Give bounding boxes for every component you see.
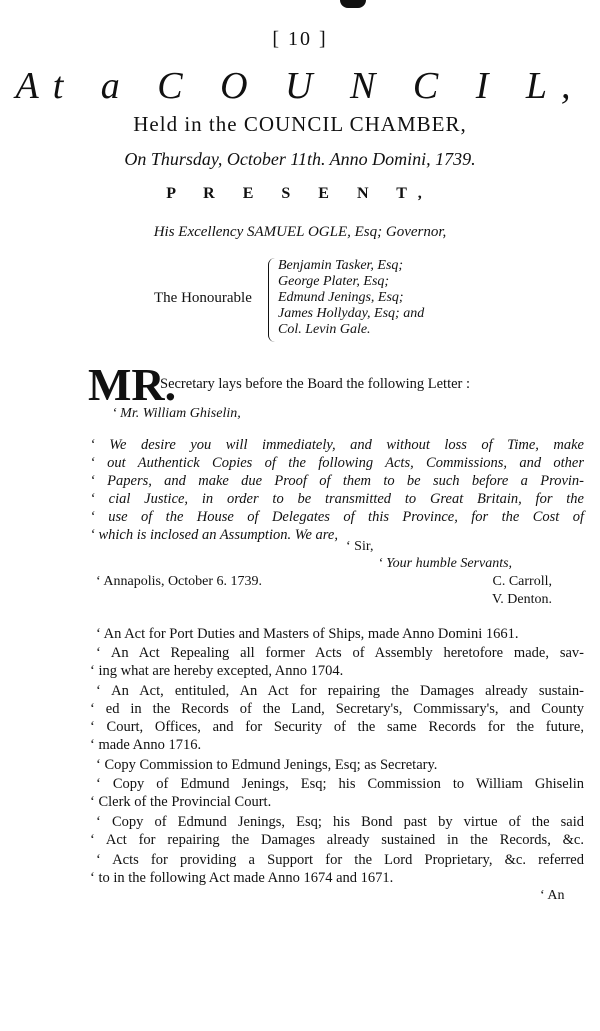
letter-line: ‘ out Authentick Copies of the following Acts, Commissions, and other bbox=[90, 455, 584, 471]
drop-cap: MR. bbox=[88, 359, 177, 410]
item-line: ‘ Court, Offices, and for Security of the same Records for the future, bbox=[90, 719, 584, 735]
signer: V. Denton. bbox=[491, 592, 552, 607]
member-name: James Hollyday, Esq; and bbox=[278, 306, 425, 321]
signer: C. Carroll, bbox=[492, 574, 552, 589]
item-line: ‘ An Act for Port Duties and Masters of Ships, made Anno Domini 1661. bbox=[96, 626, 519, 642]
intro-text: Secretary lays before the Board the following Letter : bbox=[160, 376, 471, 392]
item-line: ‘ Acts for providing a Support for the Lord Proprietary, &c. referred bbox=[96, 852, 584, 868]
item-line: ‘ An Act Repealing all former Acts of Assembly heretofore made, sav- bbox=[96, 645, 584, 661]
item-line: ‘ made Anno 1716. bbox=[90, 737, 202, 753]
place-date: ‘ Annapolis, October 6. 1739. bbox=[96, 574, 263, 589]
item-line: ‘ Copy of Edmund Jenings, Esq; his Commission to William Ghiselin bbox=[96, 776, 584, 792]
salutation: ‘ Mr. William Ghiselin, bbox=[112, 406, 241, 421]
letter-line: ‘ Papers, and make due Proof of them to be such before a Provin- bbox=[90, 473, 584, 489]
page-number: [ 10 ] bbox=[272, 28, 328, 50]
closing: ‘ Your humble Servants, bbox=[378, 556, 513, 571]
letter-line: ‘ which is inclosed an Assumption. We are, bbox=[90, 527, 338, 543]
member-name: Col. Levin Gale. bbox=[278, 322, 371, 337]
governor-line: His Excellency SAMUEL OGLE, Esq; Governor, bbox=[153, 224, 447, 240]
item-line: ‘ Clerk of the Provincial Court. bbox=[90, 794, 272, 810]
date-line: On Thursday, October 11th. Anno Domini, 1739. bbox=[124, 149, 476, 169]
item-line: ‘ An Act, entituled, An Act for repairing the Damages already sustain- bbox=[96, 683, 584, 699]
item-line: ‘ to in the following Act made Anno 1674 and 1671. bbox=[90, 870, 394, 886]
letter-line: ‘ use of the House of Delegates of this Province, for the Cost of bbox=[90, 509, 584, 525]
member-name: Benjamin Tasker, Esq; bbox=[278, 258, 404, 273]
member-name: Edmund Jenings, Esq; bbox=[278, 290, 404, 305]
ink-blot bbox=[340, 0, 366, 8]
subtitle: Held in the COUNCIL CHAMBER, bbox=[133, 112, 467, 136]
item-line: ‘ Act for repairing the Damages already sustained in the Records, &c. bbox=[90, 832, 584, 848]
catchword: ‘ An bbox=[540, 888, 565, 903]
item-line: ‘ Copy of Edmund Jenings, Esq; his Bond past by virtue of the said bbox=[96, 814, 584, 830]
present-heading: P R E S E N T, bbox=[166, 185, 434, 202]
letter-line: ‘ We desire you will immediately, and without loss of Time, make bbox=[90, 437, 584, 453]
item-line: ‘ Copy Commission to Edmund Jenings, Esq; as Secretary. bbox=[96, 757, 438, 773]
brace bbox=[268, 258, 275, 342]
item-line: ‘ ing what are hereby excepted, Anno 1704. bbox=[90, 663, 344, 679]
honourable-label: The Honourable bbox=[154, 290, 252, 306]
member-name: George Plater, Esq; bbox=[278, 274, 390, 289]
letter-line: ‘ cial Justice, in order to be transmitted to Great Britain, for the bbox=[90, 491, 584, 507]
title: At a C O U N C I L, bbox=[15, 65, 585, 107]
item-line: ‘ ed in the Records of the Land, Secretary's, Commissary's, and County bbox=[90, 701, 584, 717]
sir: ‘ Sir, bbox=[346, 539, 374, 554]
